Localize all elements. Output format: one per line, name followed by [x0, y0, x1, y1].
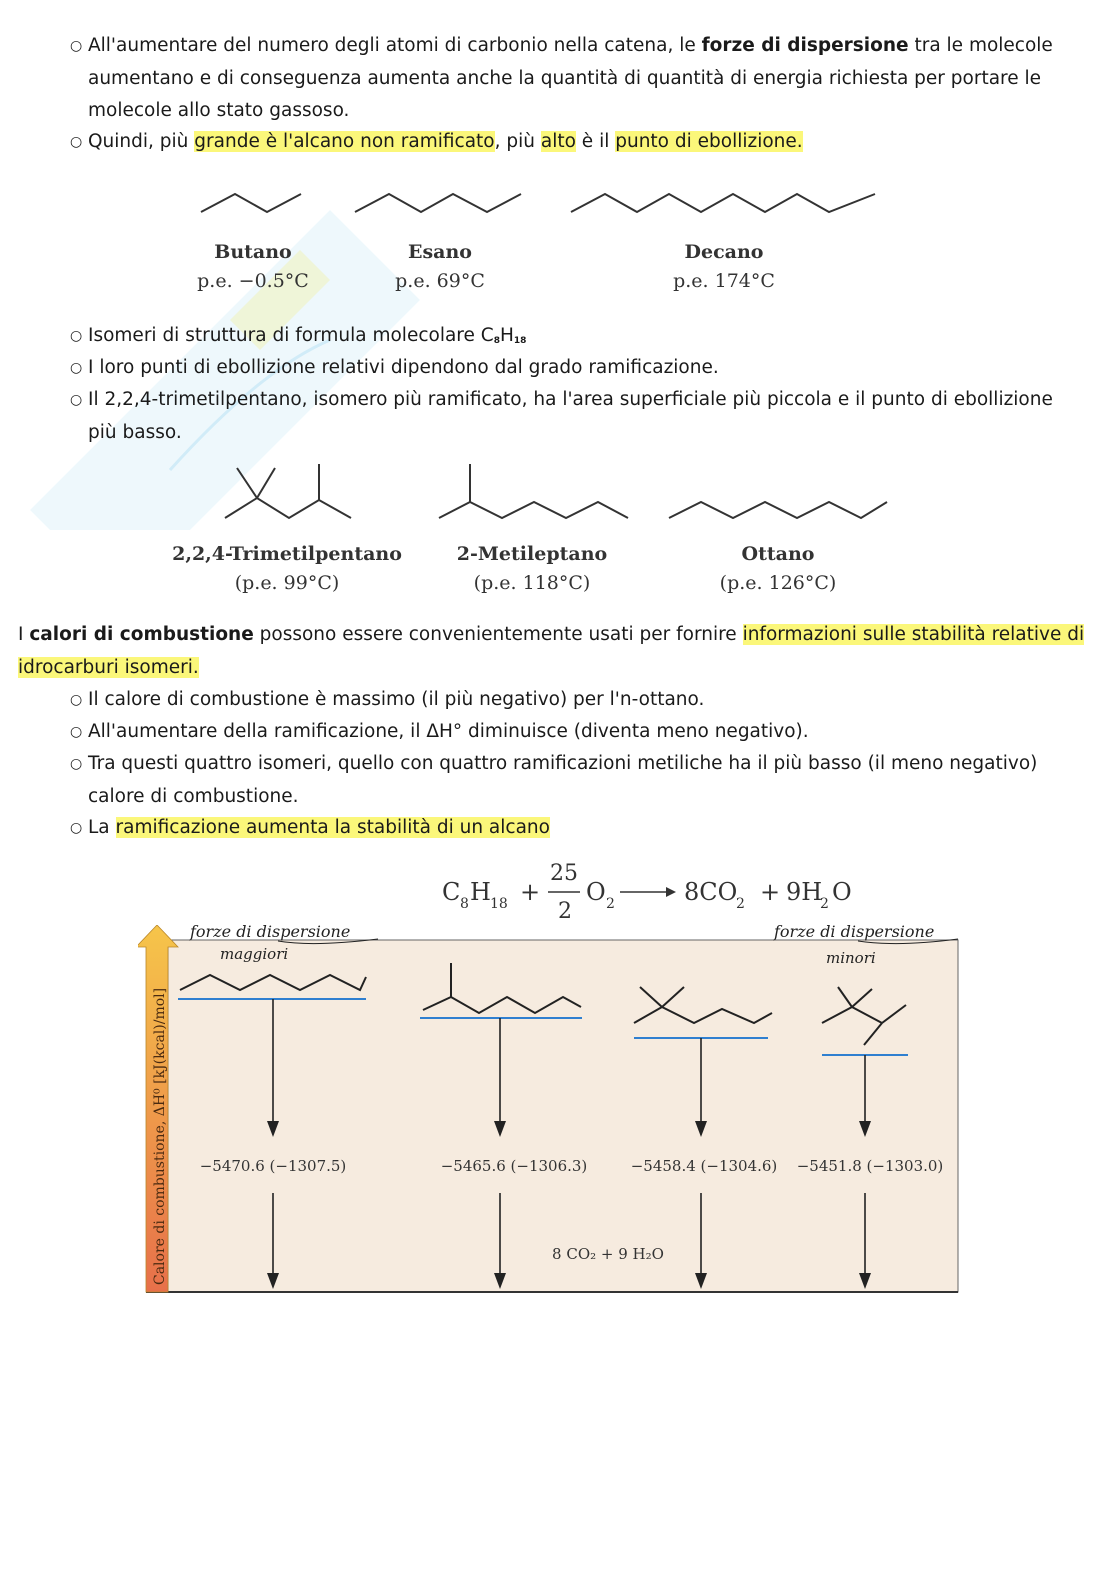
bullet-text — [70, 352, 1080, 385]
combustion-energy-diagram — [138, 925, 968, 1305]
trimethylpentane-label — [172, 540, 402, 598]
octane-bp: (p.e. 126°C) — [719, 572, 837, 594]
text-run: I loro punti di ebollizione relativi dipendono dal grado ramificazione. — [88, 357, 719, 378]
bold-text: forze di dispersione — [701, 35, 909, 56]
note-right-line2: minori — [826, 949, 876, 967]
bullet-trimethylpentane — [70, 384, 1080, 449]
diagram-panel — [168, 940, 958, 1292]
butane-name: Butano — [214, 241, 292, 263]
methylheptane-name: 2-Metileptano — [456, 543, 608, 565]
bullet-larger-alkane — [70, 126, 1080, 159]
bullet-branching-stability — [70, 812, 1080, 845]
eq-frac-den: 2 — [558, 899, 572, 924]
highlighted-text: informazioni sulle stabilità relative di — [742, 624, 1085, 645]
bullet-circle-icon: ○ — [70, 756, 83, 772]
tetramethylbutane-value: −5451.8 (−1303.0) — [796, 1157, 944, 1175]
bold-text: calori di combustione — [29, 624, 254, 645]
bullet-circle-icon: ○ — [70, 820, 83, 836]
trimethylpentane-name: 2,2,4-Trimetilpentano — [172, 543, 402, 565]
bullet-circle-icon: ○ — [70, 724, 83, 740]
note-left-line2: maggiori — [220, 945, 289, 963]
note-right-line1: forze di dispersione — [774, 925, 935, 941]
text-run: All'aumentare del numero degli atomi di carbonio nella catena, le — [88, 35, 702, 56]
eq-o-sub: 2 — [606, 896, 615, 912]
dimethylhexane-value: −5458.4 (−1304.6) — [630, 1157, 778, 1175]
bullet-boiling-points — [70, 352, 1080, 385]
eq-plus-2: + — [760, 878, 781, 906]
text-run: Il 2,2,4-trimetilpentano, isomero più ramificato, ha l'area superficiale più piccola e il punto di ebollizione più basso. — [88, 389, 1053, 443]
octane-label — [678, 540, 878, 598]
bullet-circle-icon: ○ — [70, 134, 83, 150]
octane-structure — [669, 502, 887, 518]
products-label: 8 CO₂ + 9 H₂O — [552, 1245, 664, 1263]
bullet-octane-max — [70, 684, 1080, 717]
text-run: 18 — [513, 336, 527, 346]
decane-bp: p.e. 174°C — [673, 270, 775, 292]
eq-p1-sub: 2 — [736, 896, 745, 912]
octane-name: Ottano — [741, 543, 815, 565]
eq-c-sub: 8 — [460, 896, 469, 912]
bullet-circle-icon: ○ — [70, 392, 83, 408]
bullet-circle-icon: ○ — [70, 328, 83, 344]
hexane-structure — [355, 194, 521, 212]
eq-p1: 8CO — [684, 878, 738, 906]
eq-h: H — [470, 878, 491, 906]
combustion-intro — [18, 619, 1088, 684]
methylheptane-value: −5465.6 (−1306.3) — [440, 1157, 588, 1175]
eq-p2: 9H — [786, 878, 823, 906]
text-run: Quindi, più — [88, 131, 195, 152]
text-run: La — [88, 817, 116, 838]
highlighted-text: alto — [540, 131, 576, 152]
text-run: Il calore di combustione è massimo (il più negativo) per l'n-ottano. — [88, 689, 705, 710]
text-run: , più — [494, 131, 541, 152]
text-run: è il — [575, 131, 616, 152]
bullet-circle-icon: ○ — [70, 692, 83, 708]
methylheptane-label — [432, 540, 632, 598]
trimethylpentane-bp: (p.e. 99°C) — [234, 572, 340, 594]
axis-label: Calore di combustione, ΔH⁰ [kJ(kcal)/mol] — [152, 987, 168, 1285]
trimethylpentane-structure — [225, 464, 351, 518]
decane-label — [644, 238, 804, 296]
eq-p2-tail: O — [832, 878, 852, 906]
bullet-text — [70, 748, 1080, 813]
butane-bp: p.e. −0.5°C — [197, 270, 309, 292]
eq-o: O — [586, 878, 606, 906]
bullet-text — [70, 716, 1080, 749]
combustion-equation — [440, 858, 880, 928]
highlighted-text: grande è l'alcano non ramificato — [194, 131, 495, 152]
bullet-branching-delta-h — [70, 716, 1080, 749]
highlighted-text: idrocarburi isomeri. — [18, 656, 199, 678]
text-run: Isomeri di struttura di formula molecolare C — [88, 325, 494, 346]
text-run: H — [499, 325, 514, 346]
bullet-text — [70, 384, 1080, 449]
text-run: I — [18, 624, 30, 645]
methylheptane-structure — [439, 464, 628, 518]
eq-c: C — [442, 878, 461, 906]
text-run: Tra questi quattro isomeri, quello con quattro ramificazioni metiliche ha il più basso (il meno negativo) calore di combustione. — [88, 753, 1038, 807]
bullet-text — [70, 30, 1080, 128]
eq-frac-num: 25 — [550, 861, 578, 886]
bullet-circle-icon: ○ — [70, 360, 83, 376]
hexane-name: Esano — [408, 241, 472, 263]
highlighted-text: punto di ebollizione. — [615, 131, 803, 152]
hexane-bp: p.e. 69°C — [395, 270, 485, 292]
decane-structure — [571, 194, 875, 212]
bullet-text — [70, 126, 1080, 159]
eq-p2-sub: 2 — [820, 896, 829, 912]
hexane-label — [360, 238, 520, 296]
butane-label — [173, 238, 333, 296]
bullet-circle-icon: ○ — [70, 38, 83, 54]
butane-structure — [201, 194, 301, 212]
eq-h-sub: 18 — [490, 896, 508, 912]
octane-value: −5470.6 (−1307.5) — [199, 1157, 347, 1175]
decane-name: Decano — [684, 241, 764, 263]
text-run: possono essere convenientemente usati per fornire — [253, 624, 743, 645]
note-left-line1: forze di dispersione — [190, 925, 351, 941]
eq-plus-1: + — [520, 878, 541, 906]
isomer-structures — [215, 458, 915, 528]
bullet-text — [70, 812, 1080, 845]
highlighted-text: ramificazione aumenta la stabilità di un alcano — [115, 817, 550, 838]
alkane-structures — [195, 185, 895, 225]
text-run: 8 — [493, 336, 500, 346]
bullet-four-isomers — [70, 748, 1080, 813]
bullet-text — [70, 684, 1080, 717]
methylheptane-bp: (p.e. 118°C) — [473, 572, 591, 594]
eq-arrow-icon — [666, 887, 676, 897]
text-run: All'aumentare della ramificazione, il ΔH° diminuisce (diventa meno negativo). — [88, 721, 809, 742]
text-run: tra le molecole aumentano e di conseguenza aumenta anche la quantità di quantità di energia richiesta per portare le molecole allo stato gassoso. — [88, 35, 1053, 121]
bullet-dispersion-forces — [70, 30, 1080, 128]
